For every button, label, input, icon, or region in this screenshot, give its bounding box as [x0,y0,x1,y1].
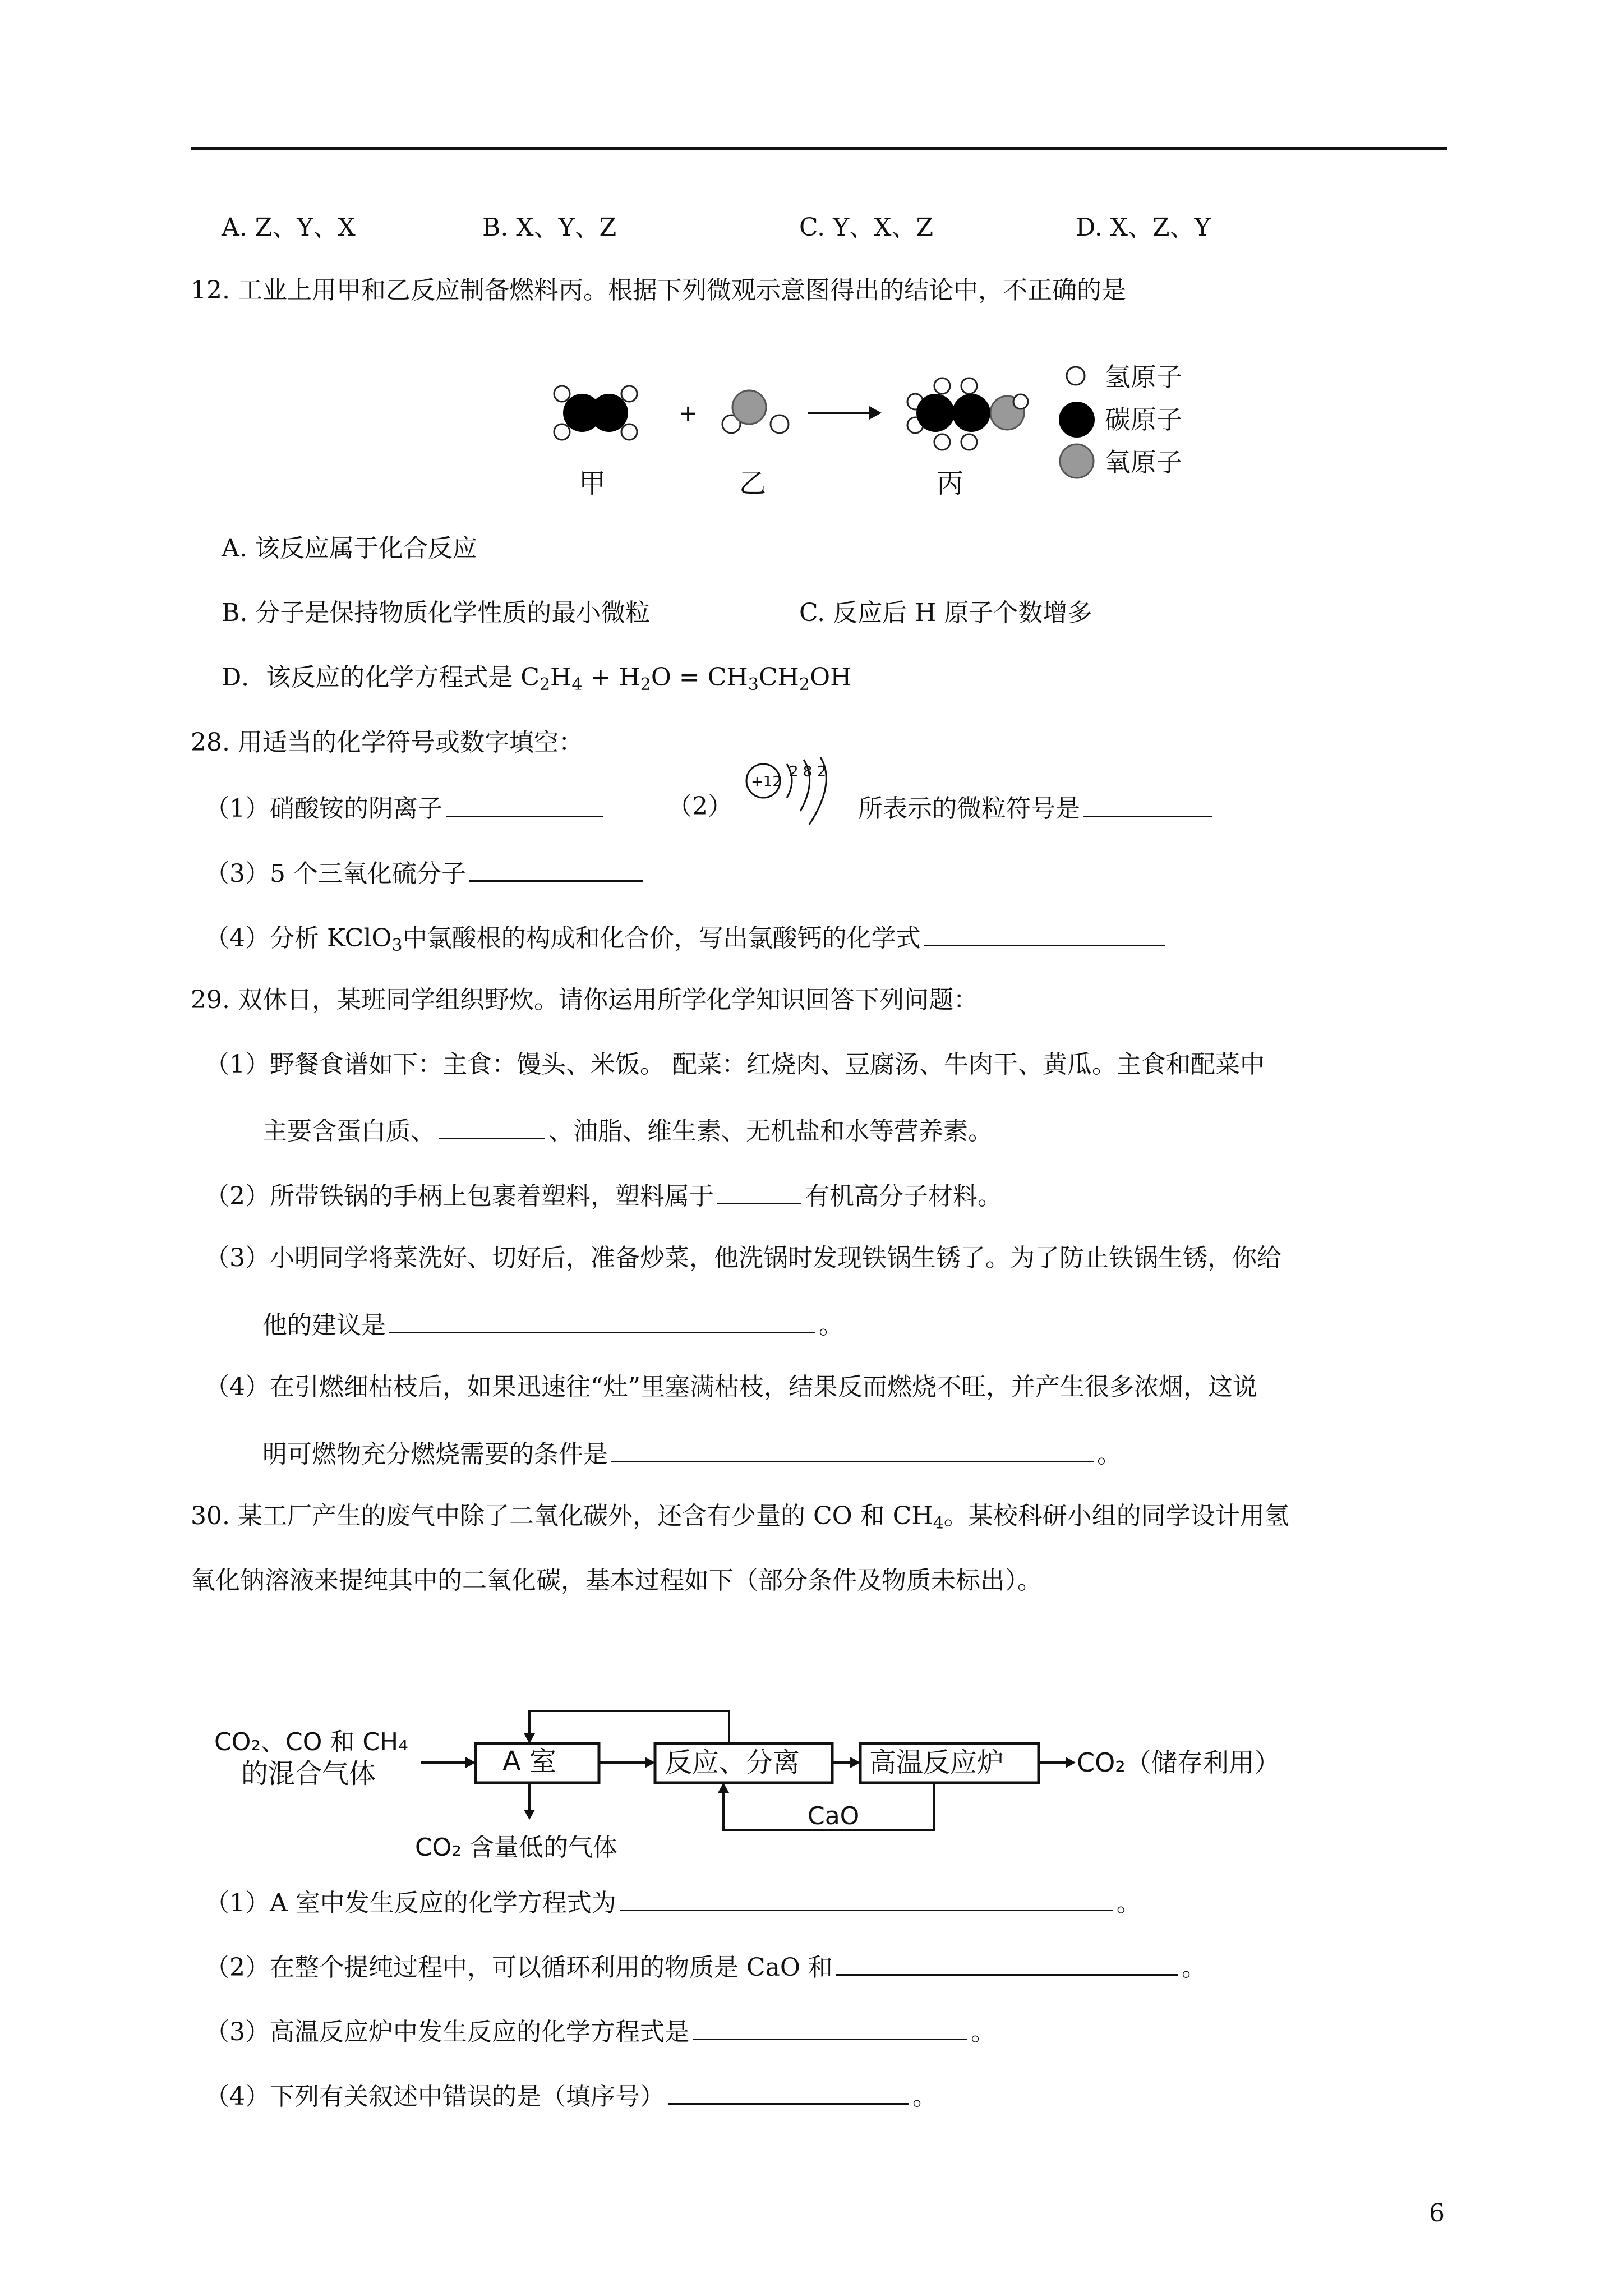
q30-part4: （4）下列有关叙述中错误的是（填序号） 。 [205,2078,937,2113]
label-jia: 甲 [579,468,606,499]
q30-stem-line1: 30. 某工厂产生的废气中除了二氧化碳外，还含有少量的 CO 和 $CH_4$。某校科研小组的同学设计用氢 [191,1502,1289,1533]
q29-answer-blank-1[interactable] [439,1114,545,1139]
q30-answer-blank-3[interactable] [693,2014,967,2040]
q29-answer-blank-4[interactable] [611,1436,1094,1462]
q28-answer-blank-4[interactable] [924,920,1165,946]
flow-input-line2: 的混合气体 [241,1758,376,1789]
co2-purification-flowchart [202,1700,1324,1879]
q28-part2: 所表示的微粒符号是 [858,791,1216,825]
q29-part2: （2）所带铁锅的手柄上包裹着塑料，塑料属于 有机高分子材料。 [205,1178,1002,1212]
q28-part3: （3）5 个三氧化硫分子 [205,855,647,890]
q28-answer-blank-3[interactable] [469,855,643,882]
q11-option-b: B. X、Y、Z [482,213,617,242]
header-rule [191,147,1447,150]
q30-answer-blank-4[interactable] [668,2078,909,2105]
q30-part2: （2）在整个提纯过程中，可以循环利用的物质是 CaO 和 。 [205,1949,1206,1984]
q28-answer-blank-2[interactable] [1083,791,1212,817]
flow-loop-label: CaO [808,1802,860,1830]
q12-stem: 12. 工业上用甲和乙反应制备燃料丙。根据下列微观示意图得出的结论中，不正确的是 [191,276,1126,305]
legend-hydrogen-symbol [1067,367,1085,385]
molecule-jia [554,386,637,440]
legend-oxygen-symbol [1060,444,1094,478]
q29-part1-line2: 主要含蛋白质、 、油脂、维生素、无机盐和水等营养素。 [262,1114,993,1147]
q29-stem: 29. 双休日，某班同学组织野炊。请你运用所学化学知识回答下列问题： [191,986,978,1014]
q12-option-b: B. 分子是保持物质化学性质的最小微粒 [222,599,651,627]
molecule-bing [907,378,1028,450]
q30-answer-blank-2[interactable] [836,1949,1178,1976]
q29-part3-line1: （3）小明同学将菜洗好、切好后，准备炒菜，他洗锅时发现铁锅生锈了。为了防止铁锅生锈，你给 [205,1244,1281,1272]
q28-part1: （1）硝酸铵的阴离子 [205,791,606,825]
reaction-micro-diagram [527,359,1234,516]
legend-carbon: 碳原子 [1105,404,1182,435]
q28-stem: 28. 用适当的化学符号或数字填空： [191,728,583,757]
q30-part3: （3）高温反应炉中发生反应的化学方程式是 。 [205,2014,995,2048]
q11-option-a: A. Z、Y、X [222,213,356,242]
flow-bottom-label: CO₂ 含量低的气体 [415,1833,617,1862]
q29-answer-blank-2[interactable] [717,1178,801,1204]
q29-part3-line2: 他的建议是 。 [262,1307,843,1341]
flow-output-label: CO₂（储存利用） [1077,1747,1280,1778]
label-yi: 乙 [739,468,767,499]
q30-stem-line2: 氧化钠溶液来提纯其中的二氧化碳，基本过程如下（部分条件及物质未标出）。 [191,1566,1042,1595]
molecule-yi [722,390,789,433]
q29-part4-line2: 明可燃物充分燃烧需要的条件是 。 [262,1436,1122,1470]
q12-option-a: A. 该反应属于化合反应 [222,534,477,563]
q11-option-c: C. Y、X、Z [799,213,934,242]
legend [1059,362,1182,478]
q30-part1: （1）A 室中发生反应的化学方程式为 。 [205,1885,1141,1919]
legend-oxygen: 氧原子 [1105,447,1182,477]
atom-shell-electrons: 2 8 2 [789,763,827,780]
q28-answer-blank-1[interactable] [446,791,603,817]
page-number: 6 [1429,2199,1445,2228]
atom-structure-diagram [743,752,850,836]
q11-option-d: D. X、Z、Y [1076,213,1211,242]
flow-input-line1: CO₂、CO 和 CH₄ [214,1728,408,1756]
flow-box-furnace-label: 高温反应炉 [869,1747,1004,1778]
q12-option-c: C. 反应后 H 原子个数增多 [799,599,1092,627]
q30-answer-blank-1[interactable] [620,1885,1113,1911]
q29-part4-line1: （4）在引燃细枯枝后，如果迅速往“灶”里塞满枯枝，结果反而燃烧不旺，并产生很多浓烟，这说 [205,1373,1257,1401]
label-bing: 丙 [937,468,964,499]
flow-box-reaction-label: 反应、分离 [665,1747,800,1778]
plus-sign: + [679,401,698,426]
legend-carbon-symbol [1059,402,1095,438]
flow-box-a-label: A 室 [502,1746,557,1777]
q28-part4: （4）分析 KClO$_3$中氯酸根的构成和化合价，写出氯酸钙的化学式 [205,920,1169,954]
legend-hydrogen: 氢原子 [1105,362,1182,392]
q29-part1-line1: （1）野餐食谱如下：主食：馒头、米饭。 配菜：红烧肉、豆腐汤、牛肉干、黄瓜。主食和配菜中 [205,1050,1265,1079]
q28-part2-number: （2） [667,792,732,821]
q12-option-d: D．该反应的化学方程式是 $C_2H_4 + H_2O = CH_3CH_2OH$ [222,663,852,694]
atom-nucleus-charge: +12 [751,774,782,790]
q29-answer-blank-3[interactable] [389,1307,815,1333]
